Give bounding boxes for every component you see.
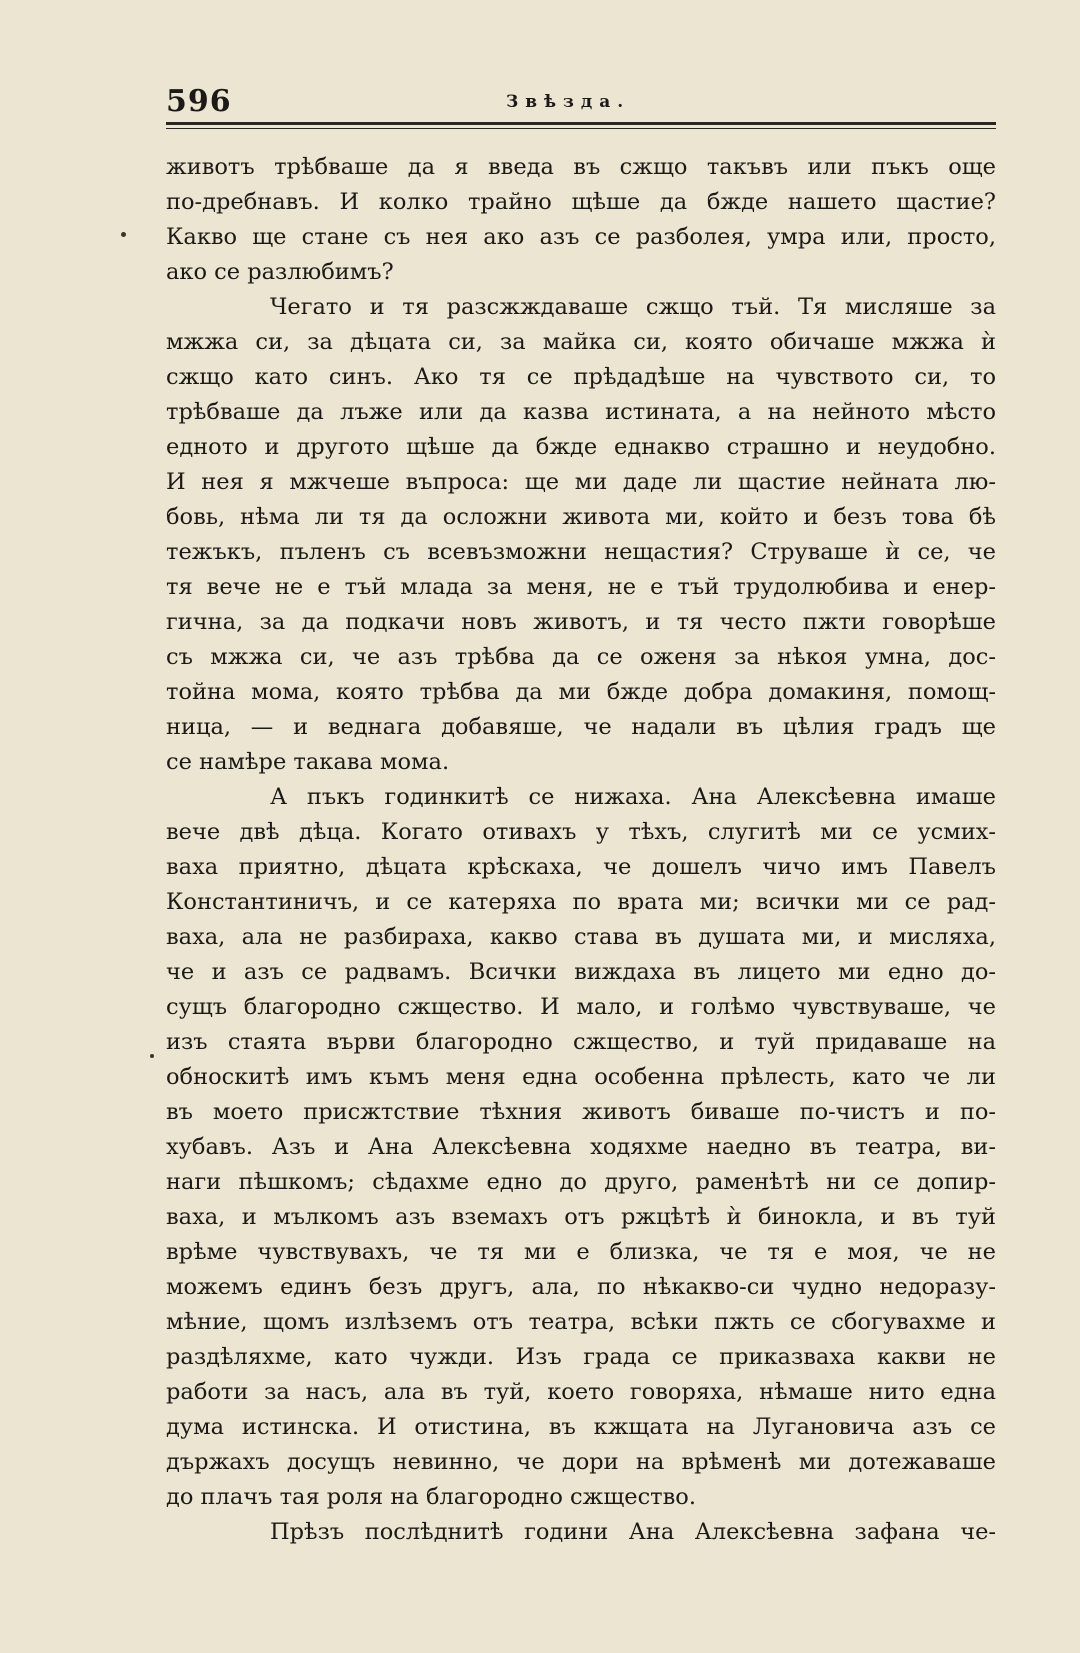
text-line: животъ трѣбваше да я введа въ сжщо такъвъ или пъкъ още xyxy=(166,154,996,180)
text-line: врѣме чувствувахъ, че тя ми е близка, че тя е моя, че не xyxy=(166,1239,996,1265)
text-line: вече двѣ дѣца. Когато отивахъ у тѣхъ, слугитѣ ми се усмих- xyxy=(166,819,996,845)
body-text xyxy=(166,150,996,1550)
text-line: Константиничъ, и се катеряха по врата ми; всички ми се рад- xyxy=(166,889,996,915)
text-line: Прѣзъ послѣднитѣ години Ана Алексѣевна зафана че- xyxy=(270,1519,996,1545)
text-line: тежъкъ, пъленъ съ всевъзможни нещастия? Струваше ѝ се, че xyxy=(166,539,996,565)
text-line: мжжа си, за дѣцата си, за майка си, която обичаше мжжа ѝ xyxy=(166,329,996,355)
text-line: изъ стаята върви благородно сжщество, и туй придаваше на xyxy=(166,1029,996,1055)
text-line: Чегато и тя разсжждаваше сжщо тъй. Тя мисляше за xyxy=(270,294,996,320)
text-line: сжщо като синъ. Ако тя се прѣдадѣше на чувството си, то xyxy=(166,364,996,390)
text-line: Какво ще стане съ нея ако азъ се разболея, умра или, просто, xyxy=(166,224,996,250)
text-line: трѣбваше да лъже или да казва истината, а на нейното мѣсто xyxy=(166,399,996,425)
text-line: до плачъ тая роля на благородно сжщество. xyxy=(166,1484,696,1510)
margin-mark xyxy=(150,1054,154,1058)
text-line: се намѣре такава мома. xyxy=(166,749,450,775)
text-line: ваха приятно, дѣцата крѣскаха, че дошелъ чичо имъ Павелъ xyxy=(166,854,996,880)
text-line: съ мжжа си, че азъ трѣбва да се оженя за нѣкоя умна, дос- xyxy=(166,644,996,670)
margin-mark xyxy=(121,232,126,237)
header-rule-thick xyxy=(166,122,996,125)
text-line: И нея я мжчеше въпроса: ще ми даде ли щастие нейната лю- xyxy=(166,469,996,495)
text-line: обноскитѣ имъ къмъ меня една особенна прѣлесть, като че ли xyxy=(166,1064,996,1090)
text-line: ваха, ала не разбираха, какво става въ душата ми, и мисляха, xyxy=(166,924,996,950)
text-line: дума истинска. И отистина, въ кжщата на Лугановича азъ се xyxy=(166,1414,996,1440)
text-line: хубавъ. Азъ и Ана Алексѣевна ходяхме наедно въ театра, ви- xyxy=(166,1134,996,1160)
running-title: Звѣзда. xyxy=(506,92,631,112)
text-line: ница, — и веднага добавяше, че надали въ цѣлия градъ ще xyxy=(166,714,996,740)
text-line: държахъ досущъ невинно, че дори на врѣменѣ ми дотежаваше xyxy=(166,1449,996,1475)
text-line: тойна мома, която трѣбва да ми бжде добра домакиня, помощ- xyxy=(166,679,996,705)
text-line: наги пѣшкомъ; сѣдахме едно до друго, раменѣтѣ ни се допир- xyxy=(166,1169,996,1195)
text-line: ако се разлюбимъ? xyxy=(166,259,394,285)
page-header xyxy=(166,84,996,124)
text-line: мѣние, щомъ излѣземъ отъ театра, всѣки пжть се сбогувахме и xyxy=(166,1309,996,1335)
text-line: ваха, и мълкомъ азъ вземахъ отъ ржцѣтѣ ѝ бинокла, и въ туй xyxy=(166,1204,996,1230)
header-rule-thin xyxy=(166,128,996,129)
text-line: по-дребнавъ. И колко трайно щѣше да бжде нашето щастие? xyxy=(166,189,996,215)
text-line: А пъкъ годинкитѣ се нижаха. Ана Алексѣевна имаше xyxy=(270,784,996,810)
text-line: работи за насъ, ала въ туй, което говоряха, нѣмаше нито една xyxy=(166,1379,996,1405)
page-number: 596 xyxy=(166,84,232,119)
text-line: въ моето присжтствие тѣхния животъ биваше по-чистъ и по- xyxy=(166,1099,996,1125)
text-line: можемъ единъ безъ другъ, ала, по нѣкакво-си чудно недоразу- xyxy=(166,1274,996,1300)
text-line: гична, за да подкачи новъ животъ, и тя често пжти говорѣше xyxy=(166,609,996,635)
text-line: тя вече не е тъй млада за меня, не е тъй трудолюбива и енер- xyxy=(166,574,996,600)
text-line: раздѣляхме, като чужди. Изъ града се приказваха какви не xyxy=(166,1344,996,1370)
text-line: че и азъ се радвамъ. Всички виждаха въ лицето ми едно до- xyxy=(166,959,996,985)
text-line: сущъ благородно сжщество. И мало, и голѣмо чувствуваше, че xyxy=(166,994,996,1020)
text-line: едното и другото щѣше да бжде еднакво страшно и неудобно. xyxy=(166,434,996,460)
text-line: бовь, нѣма ли тя да осложни живота ми, който и безъ това бѣ xyxy=(166,504,996,530)
